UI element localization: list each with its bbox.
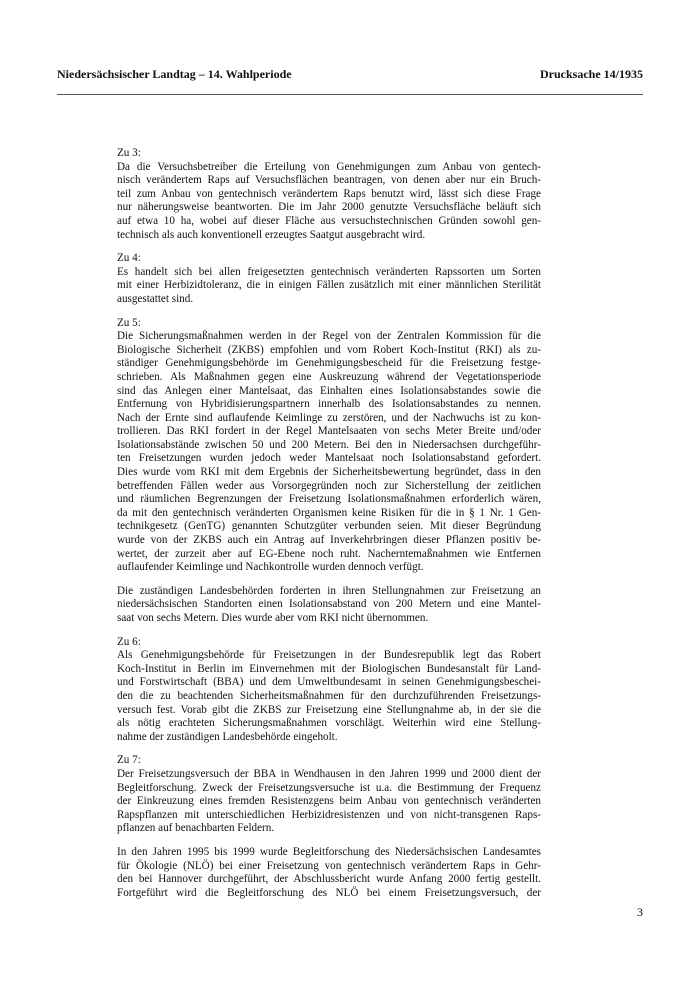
header-doc-ref: Drucksache 14/1935 <box>540 67 643 81</box>
text-line: für Ökologie (NLÖ) bei einer Freisetzung von gentechnisch verändertem Raps in Gehr- <box>117 859 541 872</box>
text-line: Die Sicherungsmaßnahmen werden in der Regel von der Zentralen Kommission für die <box>117 330 541 343</box>
header-rule <box>57 94 643 95</box>
text-line: Biologische Sicherheit (ZKBS) empfohlen und vom Robert Koch-Institut (RKI) als zu- <box>117 343 541 356</box>
text-line: niedersächsischen Standorten einen Isolationsabstand von 200 Metern und eine Mantel- <box>117 598 541 611</box>
text-line: da mit den gentechnisch veränderten Organismen keine Risiken für die in § 1 Nr. 1 Gen- <box>117 506 541 519</box>
text-line: Nach der Ernte sind auflaufende Keimlinge zu zerstören, und der Nachwuchs ist zu kon- <box>117 411 541 424</box>
text-line: auf etwa 10 ha, wobei auf dieser Fläche aus versuchstechnischen Gründen sowohl gen- <box>117 214 541 227</box>
text-line: Fortgeführt wird die Begleitforschung des NLÖ bei einem Freisetzungsversuch, der <box>117 886 541 899</box>
text-line: den bei Hannover durchgeführt, der Abschlussbericht wurde Anfang 2000 fertig gestellt. <box>117 873 541 886</box>
text-line: der Einkreuzung eines fremden Resistenzgens beim Anbau von gentechnisch veränderten <box>117 795 541 808</box>
text-line: saat von sechs Metern. Dies wurde aber vom RKI nicht übernommen. <box>117 612 429 624</box>
text-line: nur näherungsweise beantworten. Die im Jahr 2000 genutzte Versuchsfläche beläuft sich <box>117 201 541 214</box>
text-line: teil zum Anbau von gentechnisch verändertem Raps benutzt wird, lässt sich diese Frage <box>117 187 541 200</box>
paragraph <box>117 846 541 900</box>
text-line: ten Freisetzungen wurden jedoch weder Mantelsaat noch Isolationsabstand gefordert. <box>117 452 541 465</box>
paragraph <box>117 585 541 626</box>
paragraph <box>117 266 541 307</box>
text-line: Es handelt sich bei allen freigesetzten gentechnisch veränderten Rapssorten um Sorten <box>117 265 541 278</box>
text-line: ausgestattet sind. <box>117 292 194 305</box>
text-line: den die zu beachtenden Sicherheitsmaßnahmen für den durchzuführenden Freisetzungs- <box>117 689 541 702</box>
paragraph <box>117 161 541 243</box>
text-line: Koch-Institut in Berlin im Einvernehmen mit der Biologischen Bundesanstalt für Land- <box>117 662 541 675</box>
section-heading: Zu 7: <box>117 754 141 767</box>
text-line: trollieren. Das RKI fordert in der Regel Mantelsaaten von sechs Meter Breite und/oder <box>117 425 541 438</box>
text-line: ständiger Genehmigungsbehörde im Genehmigungsbescheid für die Freisetzung festge- <box>117 357 541 370</box>
text-line: pflanzen auf benachbarten Feldern. <box>117 822 275 835</box>
text-line: Rapspflanzen mit unterschiedlichen Herbizidresistenzen und von nicht-transgenen Raps- <box>117 808 541 821</box>
text-line: Entfernung von Hybridisierungspartnern innerhalb des Isolationsabstandes zu nennen. <box>117 398 541 411</box>
text-line: wertet, der zurzeit aber auf EG-Ebene noch ruht. Nacherntemaßnahmen wie Entfernen <box>117 547 541 560</box>
text-line: Als Genehmigungsbehörde für Freisetzungen in der Bundesrepublik legt das Robert <box>117 649 541 662</box>
text-line: und räumlichen Begrenzungen der Freisetzung Isolationsmaßnahmen erforderlich wären, <box>117 493 541 506</box>
text-line: technisch als auch konventionell erzeugtes Saatgut ausgebracht wird. <box>117 228 426 241</box>
text-line: schrieben. Als Maßnahmen gegen eine Auskreuzung während der Vegetationsperiode <box>117 370 541 383</box>
text-line: auflaufender Keimlinge und Nachkontrolle wurden dennoch verfügt. <box>117 561 424 574</box>
text-line: mit einer Herbizidtoleranz, die in einigen Fällen zusätzlich mit einer männlichen Sterilität <box>117 279 541 292</box>
text-line: Der Freisetzungsversuch der BBA in Wendhausen in den Jahren 1999 und 2000 dient der <box>117 767 541 780</box>
text-line: versuch fest. Vorab gibt die ZKBS zur Freisetzung eine Stellungnahme ab, in der sie die <box>117 703 541 716</box>
text-line: Da die Versuchsbetreiber die Erteilung von Genehmigungen zum Anbau von gentech- <box>117 160 541 173</box>
section-heading: Zu 5: <box>117 316 141 329</box>
text-line: und Forstwirtschaft (BBA) und dem Umweltbundesamt in seinen Genehmigungsbeschei- <box>117 676 541 689</box>
text-line: betreffenden Fällen weder aus Vorsorgegründen noch zur Sicherstellung der zeitlichen <box>117 479 541 492</box>
text-line: nahme der zuständigen Landesbehörde eingeholt. <box>117 730 338 743</box>
text-line: technikgesetz (GenTG) genannten Schutzgüter verbunden seien. Mit dieser Begründung <box>117 520 541 533</box>
text-line: als nötig erachteten Sicherungsmaßnahmen vorschlägt. Weiterhin wird eine Stellung- <box>117 717 541 730</box>
page-number: 3 <box>637 905 643 919</box>
document-body <box>117 147 541 910</box>
section-heading: Zu 4: <box>117 252 141 265</box>
text-line: wurde von der ZKBS auch ein Antrag auf Inverkehrbringen dieser Pflanzen positiv be- <box>117 534 541 547</box>
section-heading: Zu 3: <box>117 147 141 159</box>
text-line: Dies wurde vom RKI mit dem Ergebnis der Sicherheitsbewertung begründet, dass in den <box>117 466 541 479</box>
text-line: Isolationsabstände zwischen 50 und 200 Metern. Bei den in Niedersachsen durchgeführ- <box>117 438 541 451</box>
text-line: nisch verändertem Raps auf Versuchsflächen beantragen, von denen aber nur ein Bruch- <box>117 174 541 187</box>
page-header <box>57 67 643 81</box>
text-line: Die zuständigen Landesbehörden forderten in ihren Stellungnahmen zur Freisetzung an <box>117 584 541 597</box>
paragraph <box>117 330 541 575</box>
text-line: In den Jahren 1995 bis 1999 wurde Begleitforschung des Niedersächsischen Landesamtes <box>117 845 541 858</box>
text-line: sind das Anlegen einer Mantelsaat, das Einhalten eines Isolationsabstandes sowie die <box>117 384 541 397</box>
paragraph <box>117 649 541 744</box>
text-line: Begleitforschung. Zweck der Freisetzungsversuche ist u.a. die Bestimmung der Frequenz <box>117 781 541 794</box>
header-title: Niedersächsischer Landtag – 14. Wahlperiode <box>57 67 292 81</box>
section-heading: Zu 6: <box>117 635 141 648</box>
paragraph <box>117 768 541 836</box>
